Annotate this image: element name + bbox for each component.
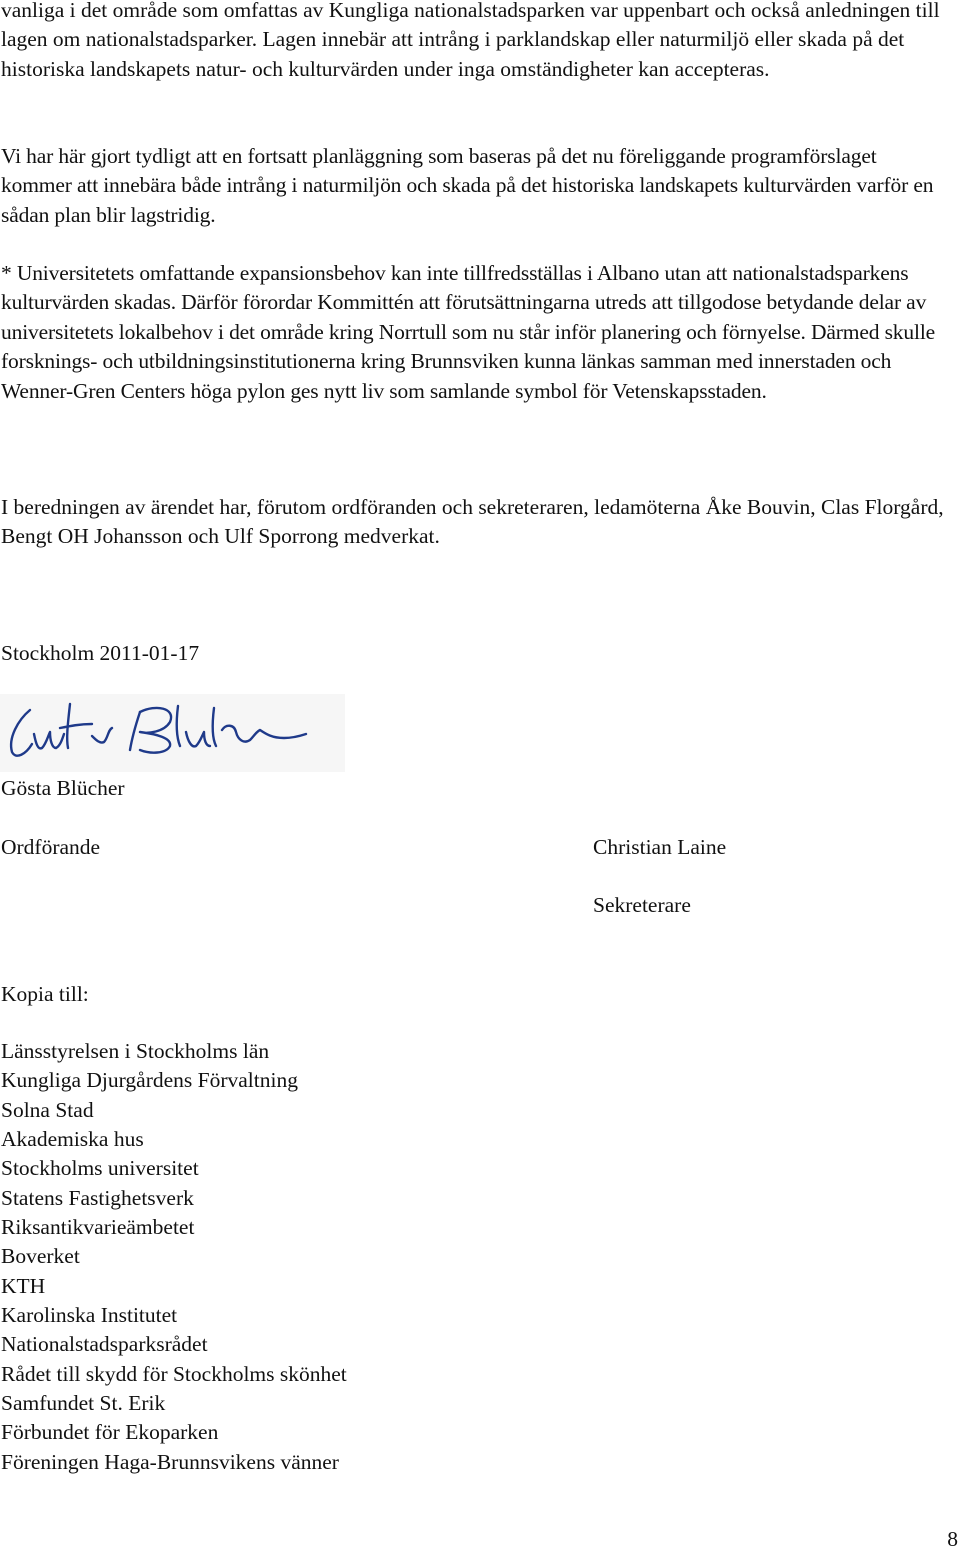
copy-to-recipient: Statens Fastighetsverk xyxy=(1,1185,194,1210)
copy-to-recipient: Nationalstadsparksrådet xyxy=(1,1332,208,1357)
copy-to-label: Kopia till: xyxy=(1,982,89,1006)
chair-title: Ordförande xyxy=(1,835,101,859)
participants-paragraph: I beredningen av ärendet har, förutom ordföranden och sekreteraren, ledamöterna Åke Bouvin, Clas Florgård, Bengt OH Johansson och Ulf Sporrong medverkat. xyxy=(1,495,944,549)
copy-to-recipient: Riksantikvarieämbetet xyxy=(1,1215,195,1240)
copy-to-recipient: KTH xyxy=(1,1273,46,1298)
place-date: Stockholm 2011-01-17 xyxy=(1,641,200,665)
conclusion-paragraph: Vi har här gjort tydligt att en fortsatt planläggning som baseras på det nu föreliggande programförslaget kommer att innebära både intrång i naturmiljön och skada på det historiska landskapets kulturvärden varför en sådan plan blir lagstridig. xyxy=(1,144,934,227)
intro-paragraph: vanliga i det område som omfattas av Kungliga nationalstadsparken var uppenbart och också anledningen till lagen om nationalstadsparker. Lagen innebär att intrång i parklandskap eller naturmiljö eller skada på det historiska landskapets natur- och kulturvärden under inga omständigheter kan accepteras. xyxy=(1,0,940,81)
copy-to-recipient: Rådet till skydd för Stockholms skönhet xyxy=(1,1361,347,1386)
chair-name: Gösta Blücher xyxy=(1,776,125,800)
handwritten-signature-image xyxy=(0,694,345,772)
secretary-name: Christian Laine xyxy=(593,835,727,859)
copy-to-recipient: Kungliga Djurgårdens Förvaltning xyxy=(1,1068,298,1093)
page-number: 8 xyxy=(947,1527,958,1551)
copy-to-recipient: Stockholms universitet xyxy=(1,1156,199,1181)
copy-to-recipient: Föreningen Haga-Brunnsvikens vänner xyxy=(1,1449,339,1474)
copy-to-recipient: Förbundet för Ekoparken xyxy=(1,1420,219,1445)
secretary-title: Sekreterare xyxy=(593,893,691,917)
copy-to-recipient: Karolinska Institutet xyxy=(1,1303,178,1328)
signature xyxy=(0,694,345,772)
copy-to-recipient: Boverket xyxy=(1,1244,80,1269)
copy-to-recipient: Solna Stad xyxy=(1,1097,94,1122)
copy-to-recipient: Akademiska hus xyxy=(1,1127,144,1152)
copy-to-recipient: Samfundet St. Erik xyxy=(1,1391,166,1416)
footnote-paragraph: * Universitetets omfattande expansionsbehov kan inte tillfredsställas i Albano utan att nationalstadsparkens kulturvärden skadas. Därför förordar Kommittén att förutsättningarna utreds att tillgodose betydande delar av universitetets lokalbehov i det område kring Norrtull som nu står inför planering och förnyelse. Därmed skulle forsknings- och utbildningsinstitutionerna kring Brunnsviken kunna länkas samman med innerstaden och Wenner-Gren Centers höga pylon ges nytt liv som samlande symbol för Vetenskapsstaden. xyxy=(1,261,936,403)
copy-to-list xyxy=(1,1037,347,1477)
copy-to-recipient: Länsstyrelsen i Stockholms län xyxy=(1,1039,270,1063)
